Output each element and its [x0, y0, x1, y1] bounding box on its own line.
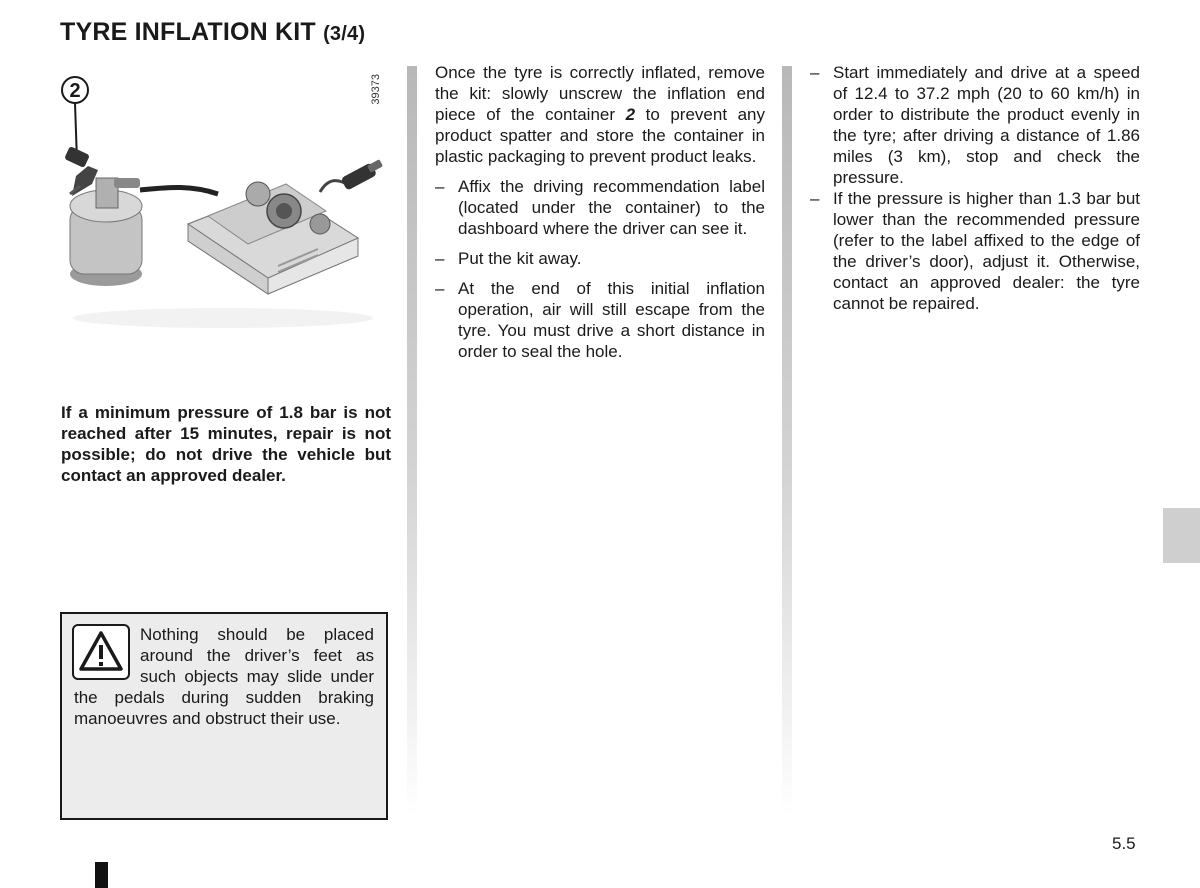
list-dash: – [435, 279, 445, 298]
list-item-text: Start immediately and drive at a speed of 12.4 to 37.2 mph (20 to 60 km/h) in order to distribute the product evenly in the tyre; after driving a distance of 1.86 miles (3 km), stop and check the pressure. [833, 63, 1140, 187]
list-dash: – [435, 249, 445, 268]
warning-box [60, 612, 388, 820]
list-item-text: At the end of this initial inflation operation, air will still escape from the tyre. You must drive a short distance in order to seal the hole. [458, 279, 765, 361]
warning-text: Nothing should be placed around the driver’s feet as such objects may slide under the pedals during sudden braking manoeuvres and obstruct their use. [74, 625, 374, 728]
right-column [810, 62, 1140, 314]
warning-triangle-icon [72, 624, 130, 680]
inflation-hose [140, 188, 218, 195]
list-dash: – [810, 189, 820, 208]
compressor-unit [188, 182, 358, 294]
ground-shadow [73, 308, 373, 328]
list-dash: – [810, 63, 820, 82]
middle-column [435, 62, 765, 362]
removal-text-start: Once the tyre is correctly inflated, remove the kit: slowly unscrew the inflation end piece of the container [435, 63, 765, 124]
page-title [60, 18, 365, 47]
crop-mark [95, 862, 108, 888]
cigarette-lighter-plug [341, 159, 383, 191]
removal-text-end: to prevent any product spatter and store the container in plastic packaging to prevent product leaks. [435, 105, 765, 166]
tyre-inflation-kit-icon [58, 66, 392, 336]
minimum-pressure-note: If a minimum pressure of 1.8 bar is not reached after 15 minutes, repair is not possible; do not drive the vehicle but contact an approved dealer. [61, 403, 391, 485]
list-item-text: Put the kit away. [458, 249, 582, 268]
list-dash: – [435, 177, 445, 196]
title-text: TYRE INFLATION KIT [60, 18, 316, 46]
list-item [810, 188, 1140, 314]
page-number: 5.5 [1112, 834, 1136, 853]
column-divider-left [407, 66, 417, 816]
removal-paragraph [435, 62, 765, 167]
chapter-thumb-tab [1163, 508, 1200, 563]
container-reference: 2 [625, 105, 636, 124]
list-item [435, 278, 765, 362]
list-item-text: If the pressure is higher than 1.3 bar but lower than the recommended pressure (refer to the label affixed to the edge of the driver’s door), adjust it. Otherwise, contact an approved dealer: the tyre cannot be repaired. [833, 189, 1140, 313]
list-item-text: Affix the driving recommendation label (located under the container) to the dashboard where the driver can see it. [458, 177, 765, 238]
column-divider-right [782, 66, 792, 816]
list-item [435, 248, 765, 269]
title-part: (3/4) [323, 23, 366, 45]
sealant-container [64, 146, 142, 286]
tyre-inflation-kit-illustration [58, 66, 392, 336]
callout-number: 2 [69, 80, 81, 102]
figure-reference-number: 39373 [370, 74, 382, 105]
list-item [435, 176, 765, 239]
list-item [810, 62, 1140, 188]
